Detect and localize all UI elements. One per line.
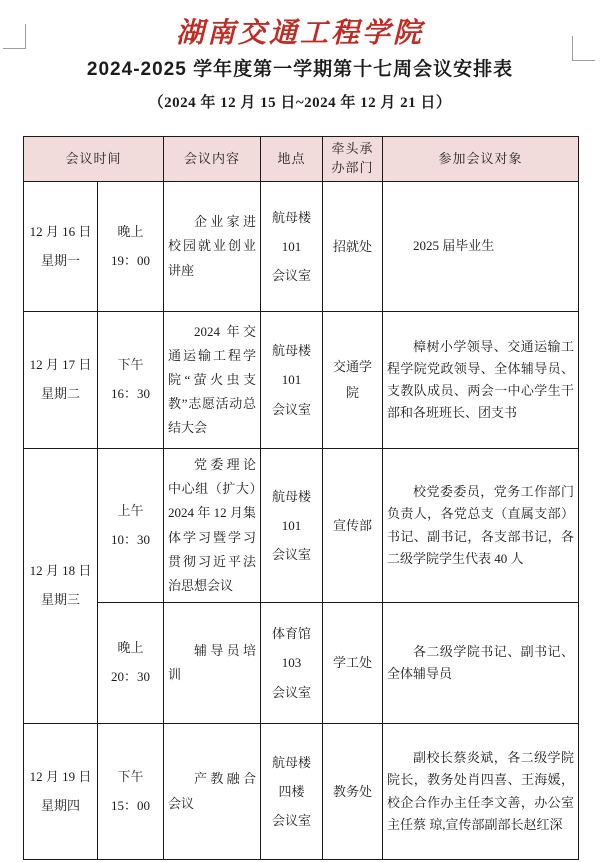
page-corner-mark-left-icon [3, 24, 26, 49]
date-text: 12 月 16 日 [29, 223, 92, 239]
cell-department: 学工处 [323, 603, 383, 724]
location-line: 101 [281, 517, 302, 533]
header-participants: 参加会议对象 [383, 137, 579, 182]
header-department: 牵头承办部门 [323, 137, 383, 182]
cell-content: 党委理论中心组（扩大）2024 年 12 月集体学习暨学习贯彻习近平法治思想会议 [164, 449, 261, 603]
location-line: 103 [281, 655, 302, 671]
time-value: 20：30 [111, 669, 151, 684]
date-text: 12 月 18 日 [29, 563, 92, 579]
table-row [24, 724, 579, 860]
location-line: 航母楼 [272, 209, 312, 225]
date-text: 12 月 17 日 [29, 357, 92, 373]
location-line: 会议室 [272, 268, 312, 284]
location-line: 101 [281, 238, 302, 254]
schedule-table-body [24, 182, 579, 860]
date-text: 12 月 19 日 [29, 768, 92, 784]
cell-time [98, 449, 164, 603]
header-location: 地点 [261, 137, 323, 182]
cell-content: 2024 年交通运输工程学院“萤火虫支教”志愿活动总结大会 [164, 312, 261, 449]
cell-date [24, 724, 98, 860]
weekday-text: 星期四 [40, 797, 80, 813]
weekday-text: 星期二 [40, 386, 80, 401]
weekday-text: 星期三 [40, 592, 80, 607]
cell-participants: 各二级学院书记、副书记、全体辅导员 [383, 603, 579, 724]
time-period: 下午 [117, 357, 144, 373]
cell-department: 交通学院 [323, 312, 383, 449]
time-period: 晚上 [117, 223, 144, 239]
page-corner-mark-right-icon [572, 36, 595, 61]
location-line: 体育馆 [272, 626, 312, 642]
time-period: 晚上 [117, 640, 144, 656]
cell-time [98, 603, 164, 724]
cell-time [98, 724, 164, 860]
location-line: 会议室 [272, 401, 312, 417]
location-line: 四楼 [278, 783, 305, 799]
cell-participants: 樟树小学领导、交通运输工程学院党政领导、全体辅导员、支教队成员、两会一中心学生干部和各班班长、团支书 [383, 312, 579, 449]
cell-date [24, 312, 98, 449]
cell-location [261, 603, 323, 724]
table-header-row [24, 137, 579, 182]
table-row [24, 182, 579, 312]
location-line: 航母楼 [272, 488, 312, 504]
cell-participants: 2025 届毕业生 [383, 182, 579, 312]
cell-time [98, 182, 164, 312]
school-title: 湖南交通工程学院 [175, 18, 424, 49]
cell-content: 辅导员培训 [164, 603, 261, 724]
location-line: 航母楼 [272, 343, 312, 359]
cell-location [261, 449, 323, 603]
schedule-title: 2024-2025 学年度第一学期第十七周会议安排表 [86, 59, 514, 81]
cell-location [261, 312, 323, 449]
weekday-text: 星期一 [40, 252, 80, 268]
cell-location [261, 724, 323, 860]
time-value: 10：30 [111, 531, 151, 547]
table-row [24, 449, 579, 603]
location-line: 航母楼 [272, 754, 312, 770]
meeting-schedule-table [23, 136, 579, 860]
date-range: （2024 年 12 月 15 日~2024 年 12 月 21 日） [148, 95, 452, 112]
time-value: 15：00 [111, 797, 151, 813]
cell-department: 招就处 [323, 182, 383, 312]
location-line: 会议室 [272, 813, 312, 829]
time-period: 上午 [117, 502, 144, 518]
cell-time [98, 312, 164, 449]
cell-participants: 校党委委员，党务工作部门负责人，各党总支（直属支部）书记、副书记，各支部书记，各二级学院学生代表 40 人 [383, 449, 579, 603]
location-line: 会议室 [272, 547, 312, 563]
header-meeting-content: 会议内容 [164, 137, 261, 182]
cell-content: 产教融合会议 [164, 724, 261, 860]
cell-department: 教务处 [323, 724, 383, 860]
cell-department: 宣传部 [323, 449, 383, 603]
time-value: 19：00 [111, 252, 151, 268]
cell-date [24, 182, 98, 312]
table-row [24, 312, 579, 449]
location-line: 会议室 [272, 684, 312, 700]
cell-participants: 副校长蔡炎斌，各二级学院院长，教务处肖四喜、王海媛，校企合作办主任李文善，办公室主任蔡 琼,宣传部副部长赵红深 [383, 724, 579, 860]
document-header [0, 16, 600, 112]
document-page [0, 16, 600, 862]
header-meeting-time: 会议时间 [24, 137, 164, 182]
time-value: 16：30 [111, 386, 151, 401]
cell-date [24, 449, 98, 724]
time-period: 下午 [117, 768, 144, 784]
cell-location [261, 182, 323, 312]
table-row [24, 603, 579, 724]
location-line: 101 [281, 372, 302, 388]
cell-content: 企业家进校园就业创业讲座 [164, 182, 261, 312]
